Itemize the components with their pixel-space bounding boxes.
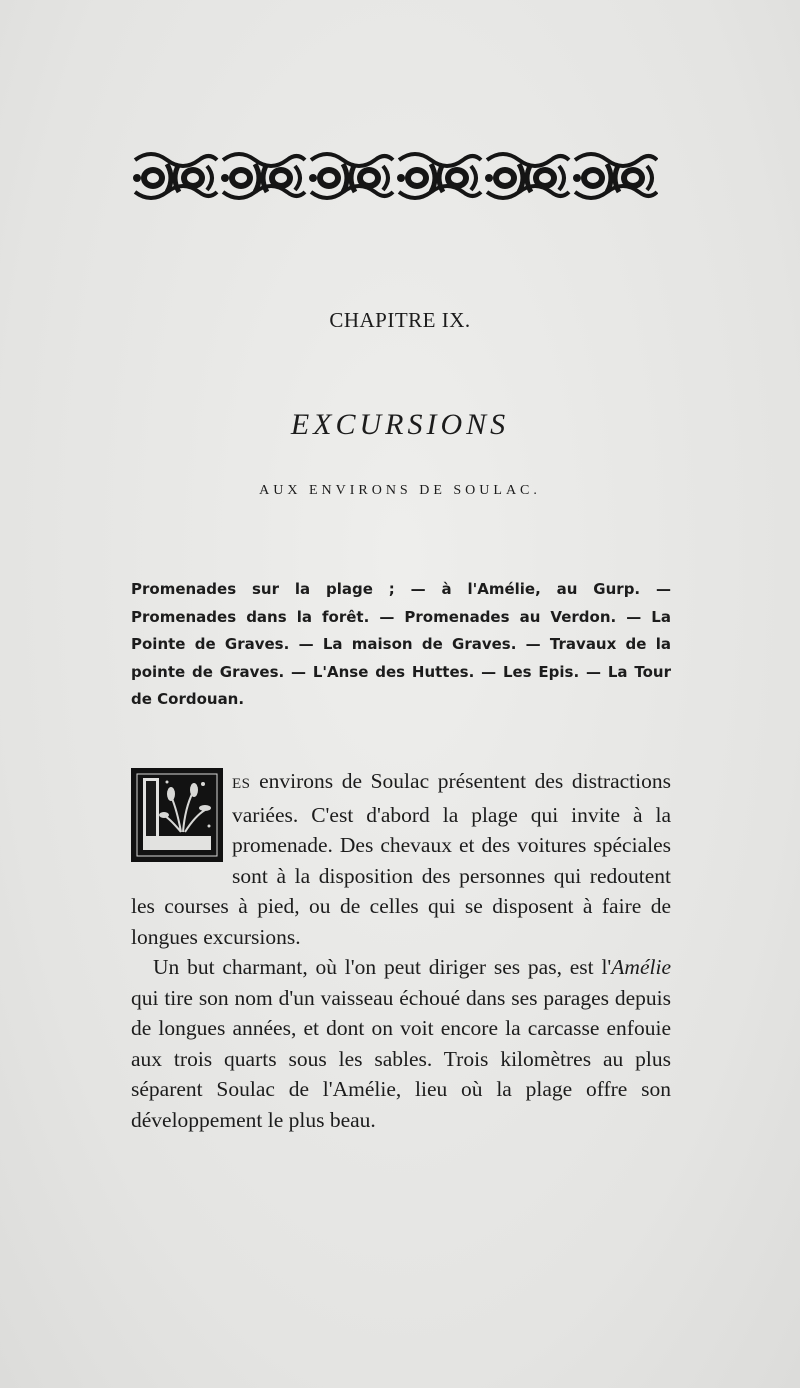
paragraph-1-text: environs de Soulac présentent des distractions variées. C'est d'abord la plage qui invite à la promenade. Des chevaux et des voitures spéciales sont à la disposition des personnes qui redoutent les courses à pied, ou de celles qui se disposent à faire de longues excursions.	[131, 769, 671, 949]
chapter-title: EXCURSIONS	[290, 408, 510, 441]
chapter-summary: Promenades sur la plage ; — à l'Amélie, au Gurp. — Promenades dans la forêt. — Promenades au Verdon. — La Pointe de Graves. — La maison de Graves. — Travaux de la pointe de Graves. — L'Anse des Huttes. — Les Epis. — La Tour de Cordouan.	[131, 580, 671, 708]
paragraph-1-smallcaps: ES	[232, 776, 251, 792]
floral-dropcap-icon	[133, 770, 221, 860]
paragraph-2-start: Un but charmant, où l'on peut diriger ses pas, est l'	[153, 955, 612, 979]
chapter-heading: CHAPITRE IX.	[329, 308, 471, 332]
paragraph-2-text: qui tire son nom d'un vaisseau échoué dans ses parages depuis de longues années, et dont on voit encore la carcasse enfouie aux trois quarts sous les sables. Trois kilomètres au plus séparent Soulac de l'Amélie, lieu où la plage offre son développement le plus beau.	[131, 985, 671, 1132]
decorative-headband-ornament	[131, 150, 658, 202]
paragraph-2	[131, 952, 671, 1135]
chapter-subtitle: AUX ENVIRONS DE SOULAC.	[259, 483, 541, 498]
body-text	[131, 766, 671, 1135]
paragraph-2-italic: Amélie	[611, 955, 671, 979]
dropcap-letter-l	[131, 768, 223, 862]
